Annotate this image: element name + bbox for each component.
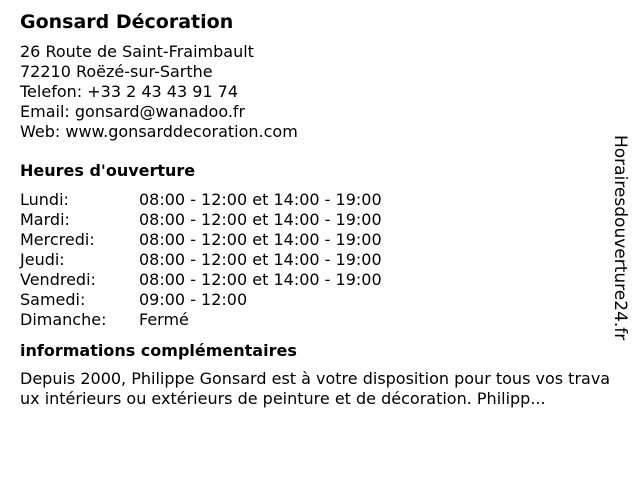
day-label: Vendredi: (20, 270, 96, 289)
additional-info-heading: informations complémentaires (20, 341, 297, 360)
hours-row-monday (20, 190, 620, 210)
day-label: Jeudi: (20, 250, 65, 269)
hours-row-friday (20, 270, 620, 290)
opening-hours-heading: Heures d'ouverture (20, 161, 196, 180)
time-value: 08:00 - 12:00 et 14:00 - 19:00 (139, 270, 382, 289)
site-watermark: Horairesdouverture24.fr (610, 135, 630, 341)
business-card (20, 10, 620, 409)
hours-row-sunday (20, 310, 620, 330)
day-label: Lundi: (20, 190, 69, 209)
additional-info-text: Depuis 2000, Philippe Gonsard est à votre disposition pour tous vos travaux intérieurs ou extérieurs de peinture et de décoration. Philipp... (20, 369, 611, 408)
hours-row-tuesday (20, 210, 620, 230)
day-label: Samedi: (20, 290, 86, 309)
hours-row-saturday (20, 290, 620, 310)
web-line: Web: www.gonsarddecoration.com (20, 122, 298, 141)
day-label: Dimanche: (20, 310, 107, 329)
opening-hours-table (20, 190, 620, 330)
business-name: Gonsard Décoration (20, 11, 234, 33)
time-value: Fermé (139, 310, 189, 329)
time-value: 09:00 - 12:00 (139, 290, 248, 309)
time-value: 08:00 - 12:00 et 14:00 - 19:00 (139, 190, 382, 209)
email-line: Email: gonsard@wanadoo.fr (20, 102, 246, 121)
address-line-2: 72210 Roëzé-sur-Sarthe (20, 62, 213, 81)
address-line-1: 26 Route de Saint-Fraimbault (20, 42, 254, 61)
day-label: Mercredi: (20, 230, 95, 249)
time-value: 08:00 - 12:00 et 14:00 - 19:00 (139, 230, 382, 249)
hours-row-wednesday (20, 230, 620, 250)
time-value: 08:00 - 12:00 et 14:00 - 19:00 (139, 250, 382, 269)
day-label: Mardi: (20, 210, 70, 229)
hours-row-thursday (20, 250, 620, 270)
time-value: 08:00 - 12:00 et 14:00 - 19:00 (139, 210, 382, 229)
phone-line: Telefon: +33 2 43 43 91 74 (20, 82, 239, 101)
